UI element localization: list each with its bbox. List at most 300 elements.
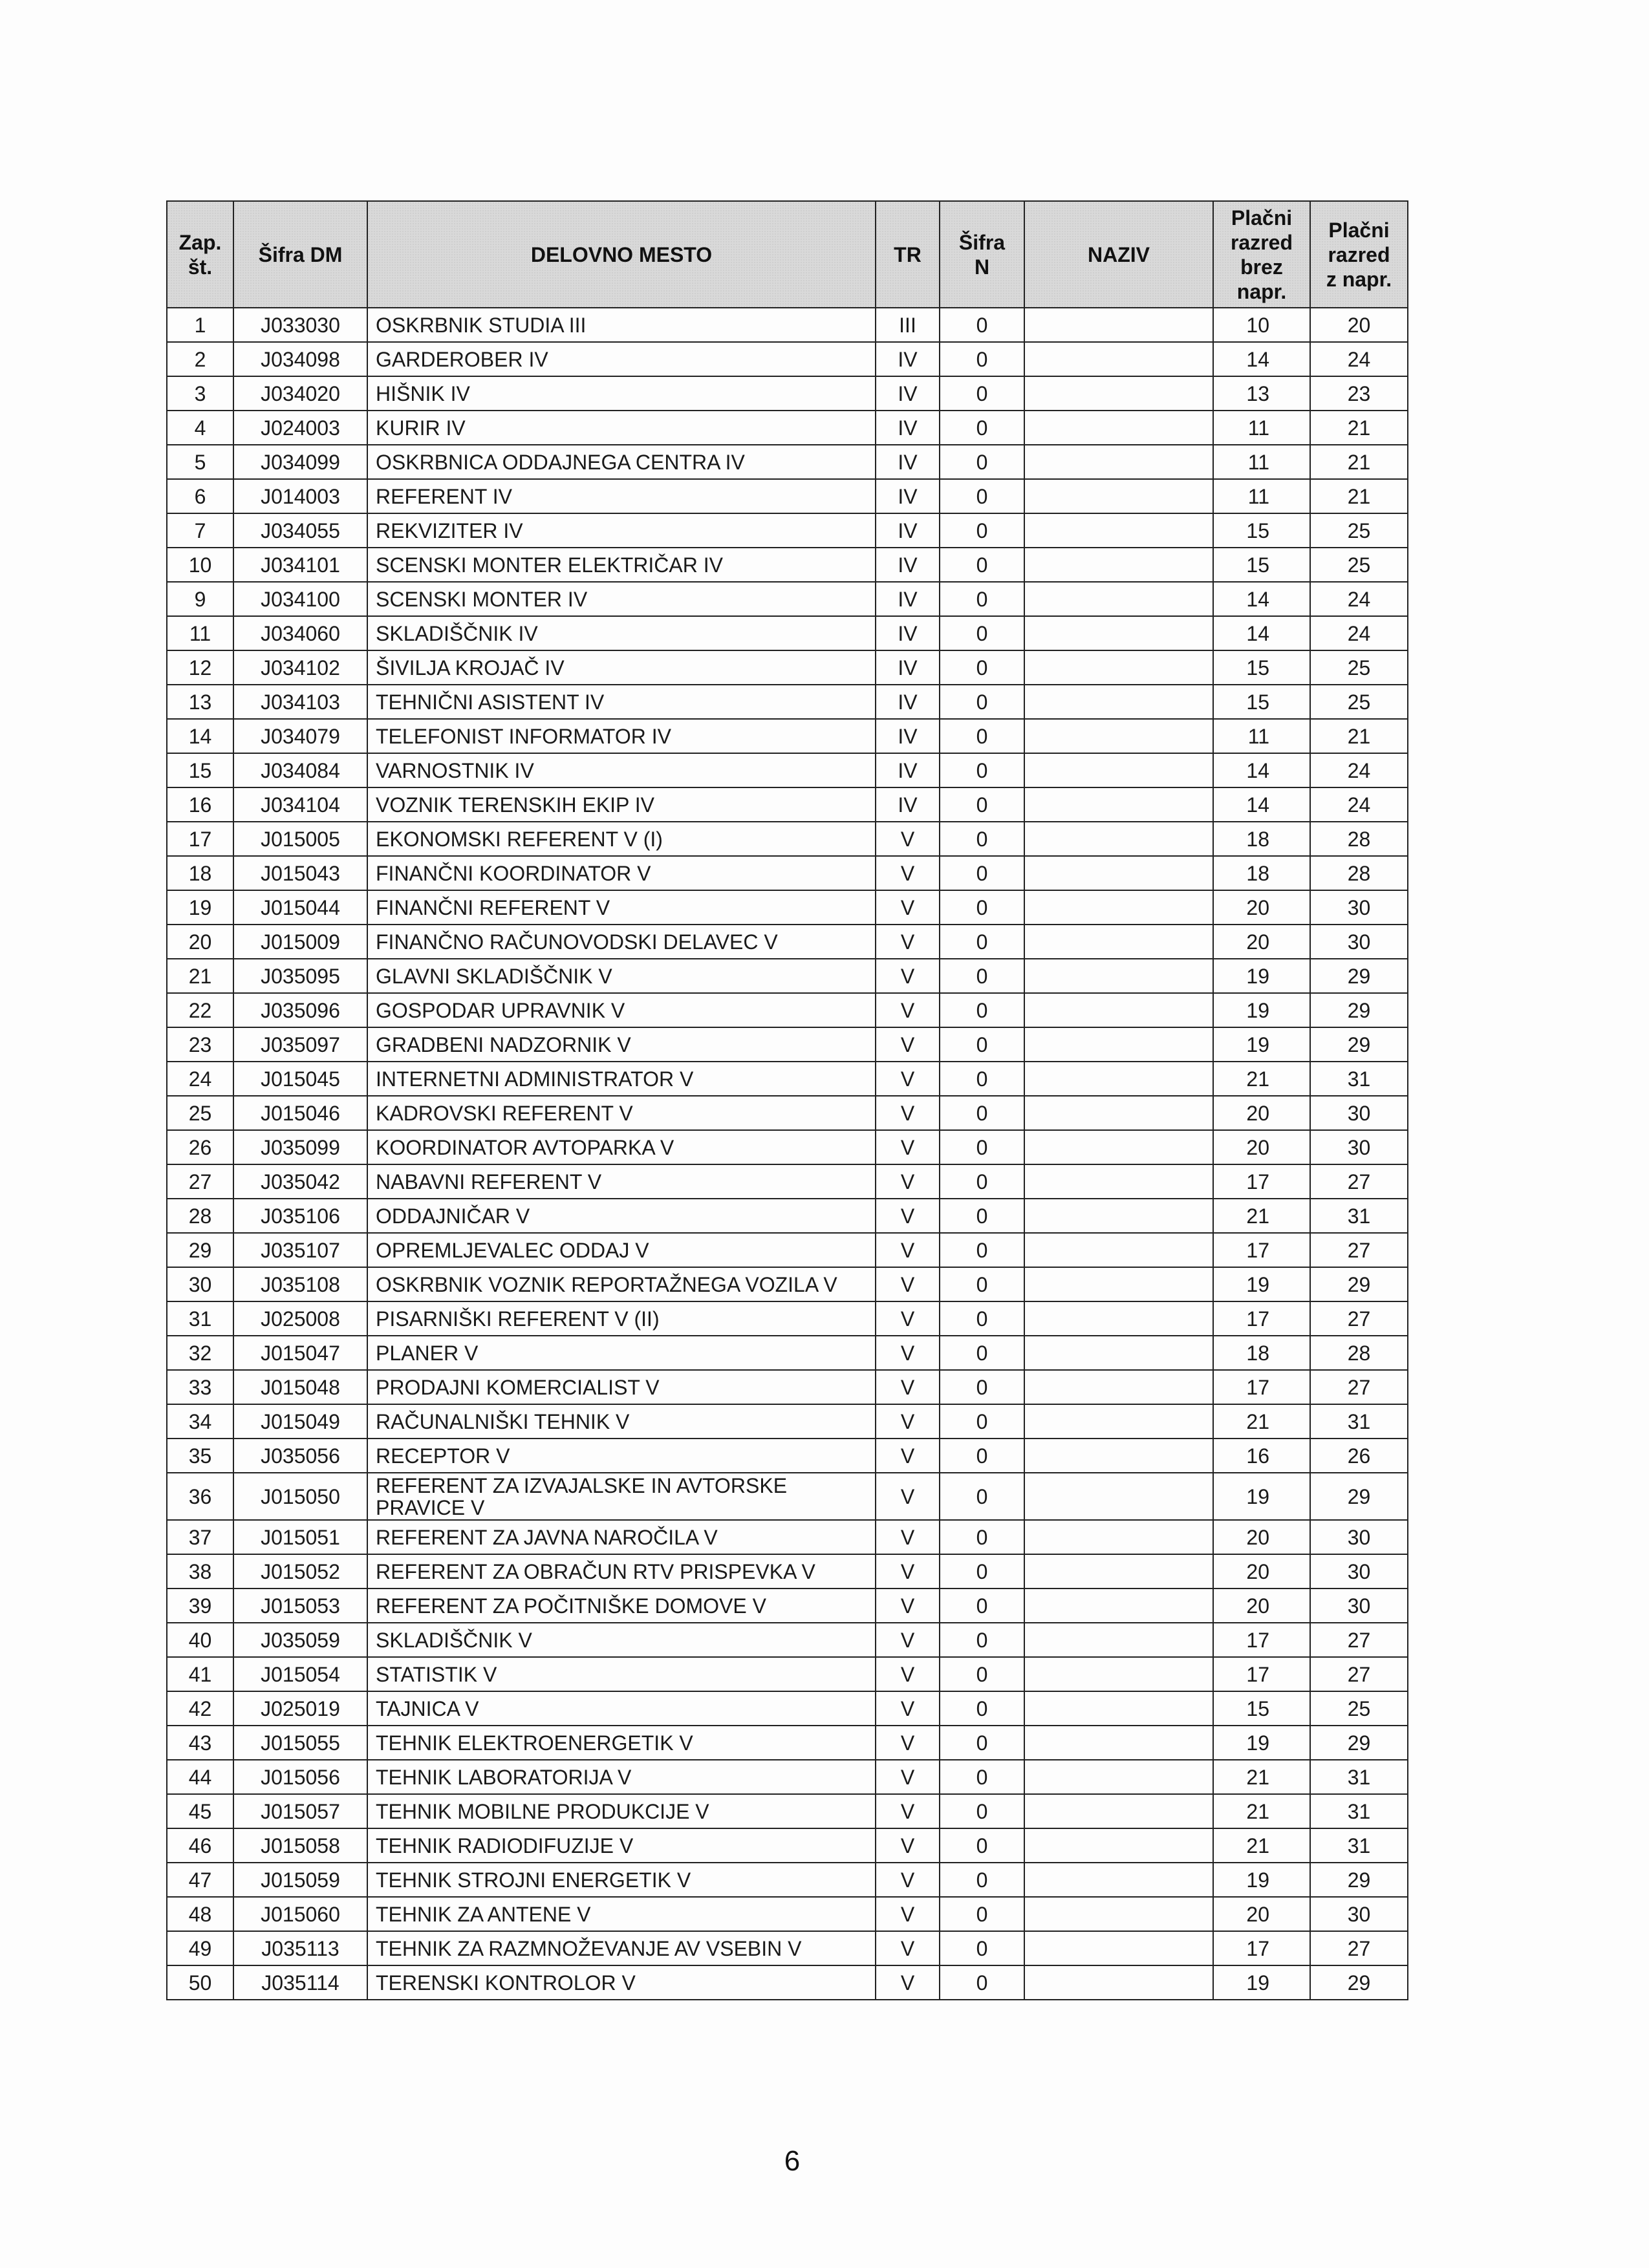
cell-tr: V [876,1623,940,1657]
table-row [167,1794,1408,1828]
cell-sifra-dm: J034079 [233,719,367,753]
cell-placni-razred-z: 30 [1310,1520,1408,1554]
cell-placni-razred-z: 29 [1310,1267,1408,1301]
cell-naziv [1024,1130,1213,1164]
cell-naziv [1024,1096,1213,1130]
cell-naziv [1024,1336,1213,1370]
cell-tr: V [876,1404,940,1439]
table-row [167,445,1408,479]
cell-naziv [1024,308,1213,342]
cell-zap: 42 [167,1691,233,1726]
cell-naziv [1024,548,1213,582]
table-row [167,993,1408,1027]
cell-sifra-dm: J035095 [233,959,367,993]
cell-zap: 4 [167,411,233,445]
cell-placni-razred-brez: 18 [1213,1336,1310,1370]
cell-zap: 31 [167,1301,233,1336]
cell-sifra-n: 0 [940,445,1024,479]
table-row [167,513,1408,548]
cell-naziv [1024,1473,1213,1520]
cell-delovno-mesto: GARDEROBER IV [367,342,876,376]
cell-tr: V [876,1657,940,1691]
cell-sifra-dm: J034103 [233,685,367,719]
cell-tr: V [876,1794,940,1828]
cell-zap: 1 [167,308,233,342]
cell-sifra-dm: J035114 [233,1965,367,2000]
cell-placni-razred-brez: 15 [1213,650,1310,685]
cell-placni-razred-brez: 19 [1213,1965,1310,2000]
cell-naziv [1024,342,1213,376]
cell-tr: IV [876,479,940,513]
cell-sifra-n: 0 [940,822,1024,856]
table-row [167,1897,1408,1931]
table-row [167,376,1408,411]
header-text: št. [188,255,213,279]
cell-zap: 14 [167,719,233,753]
cell-tr: IV [876,376,940,411]
cell-sifra-dm: J025008 [233,1301,367,1336]
cell-tr: V [876,1199,940,1233]
cell-sifra-n: 0 [940,787,1024,822]
cell-zap: 20 [167,925,233,959]
cell-naziv [1024,787,1213,822]
cell-placni-razred-brez: 20 [1213,1554,1310,1589]
cell-placni-razred-brez: 15 [1213,513,1310,548]
cell-naziv [1024,1691,1213,1726]
cell-zap: 29 [167,1233,233,1267]
header-text: napr. [1236,279,1287,303]
cell-tr: V [876,1130,940,1164]
table-row [167,1965,1408,2000]
cell-delovno-mesto: SKLADIŠČNIK IV [367,616,876,650]
cell-placni-razred-z: 31 [1310,1404,1408,1439]
cell-delovno-mesto: PISARNIŠKI REFERENT V (II) [367,1301,876,1336]
cell-tr: V [876,1336,940,1370]
cell-placni-razred-brez: 20 [1213,1096,1310,1130]
cell-placni-razred-brez: 21 [1213,1404,1310,1439]
cell-delovno-mesto: RECEPTOR V [367,1439,876,1473]
cell-sifra-dm: J015058 [233,1828,367,1863]
cell-placni-razred-z: 24 [1310,616,1408,650]
cell-naziv [1024,1897,1213,1931]
cell-tr: IV [876,513,940,548]
cell-placni-razred-z: 27 [1310,1301,1408,1336]
cell-sifra-dm: J015044 [233,890,367,925]
cell-sifra-n: 0 [940,1027,1024,1062]
cell-sifra-n: 0 [940,1473,1024,1520]
cell-tr: V [876,1027,940,1062]
cell-naziv [1024,1863,1213,1897]
cell-tr: V [876,1233,940,1267]
cell-sifra-n: 0 [940,411,1024,445]
cell-delovno-mesto: SCENSKI MONTER ELEKTRIČAR IV [367,548,876,582]
table-row [167,1691,1408,1726]
cell-delovno-mesto: TELEFONIST INFORMATOR IV [367,719,876,753]
cell-tr: V [876,1370,940,1404]
table-row [167,1130,1408,1164]
cell-placni-razred-z: 30 [1310,925,1408,959]
cell-naziv [1024,1199,1213,1233]
cell-sifra-n: 0 [940,1096,1024,1130]
cell-naziv [1024,1062,1213,1096]
cell-naziv [1024,1623,1213,1657]
cell-delovno-mesto: SCENSKI MONTER IV [367,582,876,616]
cell-sifra-dm: J035042 [233,1164,367,1199]
cell-placni-razred-z: 25 [1310,548,1408,582]
table-row [167,1062,1408,1096]
header-text: Zap. [178,230,222,254]
cell-delovno-mesto: REFERENT IV [367,479,876,513]
cell-sifra-dm: J034084 [233,753,367,787]
cell-naziv [1024,1267,1213,1301]
cell-placni-razred-z: 29 [1310,1726,1408,1760]
cell-naziv [1024,1520,1213,1554]
cell-sifra-dm: J034100 [233,582,367,616]
cell-placni-razred-brez: 15 [1213,1691,1310,1726]
cell-zap: 47 [167,1863,233,1897]
header-sifra-dm [233,201,367,308]
cell-sifra-dm: J015053 [233,1589,367,1623]
cell-naziv [1024,1164,1213,1199]
cell-tr: V [876,1589,940,1623]
cell-sifra-n: 0 [940,1657,1024,1691]
cell-sifra-dm: J015055 [233,1726,367,1760]
cell-placni-razred-brez: 20 [1213,890,1310,925]
cell-sifra-dm: J015005 [233,822,367,856]
cell-sifra-dm: J015046 [233,1096,367,1130]
cell-tr: V [876,1439,940,1473]
table-row [167,479,1408,513]
cell-naziv [1024,650,1213,685]
table-row [167,1439,1408,1473]
cell-delovno-mesto: FINANČNI KOORDINATOR V [367,856,876,890]
cell-delovno-mesto: OSKRBNICA ODDAJNEGA CENTRA IV [367,445,876,479]
cell-naziv [1024,445,1213,479]
cell-sifra-dm: J034060 [233,616,367,650]
cell-placni-razred-z: 25 [1310,513,1408,548]
cell-zap: 5 [167,445,233,479]
job-positions-table [166,200,1408,2000]
cell-tr: V [876,1828,940,1863]
cell-placni-razred-brez: 18 [1213,822,1310,856]
cell-sifra-dm: J035059 [233,1623,367,1657]
table-row [167,856,1408,890]
cell-zap: 38 [167,1554,233,1589]
cell-tr: V [876,822,940,856]
cell-placni-razred-z: 30 [1310,890,1408,925]
cell-zap: 43 [167,1726,233,1760]
table-row [167,890,1408,925]
table-row [167,1233,1408,1267]
cell-placni-razred-z: 27 [1310,1623,1408,1657]
cell-sifra-dm: J034055 [233,513,367,548]
cell-tr: V [876,1863,940,1897]
cell-naziv [1024,1726,1213,1760]
cell-zap: 17 [167,822,233,856]
cell-zap: 16 [167,787,233,822]
cell-delovno-mesto: FINANČNI REFERENT V [367,890,876,925]
cell-sifra-dm: J024003 [233,411,367,445]
cell-placni-razred-z: 28 [1310,856,1408,890]
cell-zap: 41 [167,1657,233,1691]
cell-delovno-mesto: REKVIZITER IV [367,513,876,548]
table-row [167,1301,1408,1336]
cell-tr: IV [876,411,940,445]
cell-delovno-mesto: RAČUNALNIŠKI TEHNIK V [367,1404,876,1439]
cell-placni-razred-brez: 17 [1213,1657,1310,1691]
cell-sifra-dm: J033030 [233,308,367,342]
cell-zap: 35 [167,1439,233,1473]
cell-placni-razred-z: 25 [1310,1691,1408,1726]
cell-placni-razred-brez: 21 [1213,1062,1310,1096]
cell-placni-razred-brez: 20 [1213,1897,1310,1931]
table-row [167,1370,1408,1404]
table-row [167,925,1408,959]
cell-placni-razred-z: 28 [1310,1336,1408,1370]
cell-placni-razred-brez: 14 [1213,582,1310,616]
cell-sifra-n: 0 [940,1760,1024,1794]
cell-naziv [1024,1439,1213,1473]
cell-zap: 36 [167,1473,233,1520]
cell-placni-razred-z: 31 [1310,1062,1408,1096]
cell-tr: V [876,856,940,890]
table-row [167,650,1408,685]
cell-tr: IV [876,753,940,787]
cell-sifra-n: 0 [940,856,1024,890]
cell-naziv [1024,1027,1213,1062]
cell-sifra-dm: J035108 [233,1267,367,1301]
cell-zap: 50 [167,1965,233,2000]
cell-placni-razred-z: 29 [1310,959,1408,993]
cell-placni-razred-brez: 21 [1213,1199,1310,1233]
cell-sifra-dm: J034102 [233,650,367,685]
cell-delovno-mesto: PLANER V [367,1336,876,1370]
cell-placni-razred-z: 21 [1310,719,1408,753]
cell-placni-razred-brez: 17 [1213,1370,1310,1404]
table-row [167,1726,1408,1760]
cell-placni-razred-z: 24 [1310,582,1408,616]
cell-zap: 40 [167,1623,233,1657]
cell-placni-razred-z: 25 [1310,685,1408,719]
cell-sifra-n: 0 [940,1164,1024,1199]
cell-sifra-n: 0 [940,890,1024,925]
cell-tr: V [876,1062,940,1096]
cell-sifra-dm: J015049 [233,1404,367,1439]
cell-sifra-dm: J035106 [233,1199,367,1233]
cell-placni-razred-z: 24 [1310,753,1408,787]
cell-delovno-mesto: KURIR IV [367,411,876,445]
cell-delovno-mesto: TEHNIK ZA RAZMNOŽEVANJE AV VSEBIN V [367,1931,876,1965]
cell-sifra-dm: J035099 [233,1130,367,1164]
header-sifra-n [940,201,1024,308]
cell-sifra-n: 0 [940,548,1024,582]
cell-sifra-n: 0 [940,342,1024,376]
table-row [167,1473,1408,1520]
cell-zap: 21 [167,959,233,993]
cell-sifra-n: 0 [940,925,1024,959]
header-text: Šifra [958,230,1006,254]
cell-placni-razred-brez: 20 [1213,1130,1310,1164]
cell-sifra-n: 0 [940,1897,1024,1931]
cell-placni-razred-z: 30 [1310,1897,1408,1931]
cell-sifra-n: 0 [940,1828,1024,1863]
cell-zap: 18 [167,856,233,890]
cell-tr: V [876,1520,940,1554]
cell-placni-razred-brez: 18 [1213,856,1310,890]
cell-sifra-n: 0 [940,1336,1024,1370]
cell-tr: V [876,1164,940,1199]
cell-naziv [1024,1370,1213,1404]
cell-placni-razred-brez: 19 [1213,993,1310,1027]
cell-zap: 13 [167,685,233,719]
cell-naziv [1024,685,1213,719]
table-header-row [167,201,1408,308]
cell-zap: 15 [167,753,233,787]
cell-sifra-dm: J034099 [233,445,367,479]
table-row [167,1760,1408,1794]
cell-sifra-dm: J035107 [233,1233,367,1267]
cell-placni-razred-brez: 17 [1213,1301,1310,1336]
cell-zap: 48 [167,1897,233,1931]
table-row [167,1336,1408,1370]
cell-delovno-mesto: REFERENT ZA POČITNIŠKE DOMOVE V [367,1589,876,1623]
cell-zap: 7 [167,513,233,548]
cell-sifra-dm: J014003 [233,479,367,513]
cell-placni-razred-brez: 21 [1213,1760,1310,1794]
cell-sifra-n: 0 [940,753,1024,787]
cell-placni-razred-z: 25 [1310,650,1408,685]
table-row [167,787,1408,822]
cell-sifra-dm: J035056 [233,1439,367,1473]
cell-naziv [1024,1301,1213,1336]
cell-tr: IV [876,342,940,376]
cell-zap: 23 [167,1027,233,1062]
cell-sifra-n: 0 [940,1965,1024,2000]
table-row [167,1863,1408,1897]
cell-placni-razred-brez: 14 [1213,787,1310,822]
table-row [167,1199,1408,1233]
cell-delovno-mesto: VARNOSTNIK IV [367,753,876,787]
cell-zap: 39 [167,1589,233,1623]
cell-placni-razred-z: 30 [1310,1589,1408,1623]
cell-naziv [1024,411,1213,445]
cell-placni-razred-brez: 15 [1213,548,1310,582]
cell-zap: 22 [167,993,233,1027]
header-naziv [1024,201,1213,308]
cell-zap: 46 [167,1828,233,1863]
cell-sifra-n: 0 [940,1623,1024,1657]
cell-tr: IV [876,650,940,685]
cell-placni-razred-z: 24 [1310,787,1408,822]
cell-placni-razred-z: 20 [1310,308,1408,342]
cell-delovno-mesto: GLAVNI SKLADIŠČNIK V [367,959,876,993]
cell-sifra-n: 0 [940,1726,1024,1760]
cell-delovno-mesto: FINANČNO RAČUNOVODSKI DELAVEC V [367,925,876,959]
cell-zap: 32 [167,1336,233,1370]
cell-placni-razred-brez: 13 [1213,376,1310,411]
cell-placni-razred-brez: 19 [1213,1267,1310,1301]
cell-delovno-mesto: TEHNIK LABORATORIJA V [367,1760,876,1794]
cell-placni-razred-brez: 11 [1213,719,1310,753]
header-text: N [974,255,990,279]
cell-placni-razred-z: 28 [1310,822,1408,856]
cell-sifra-dm: J015056 [233,1760,367,1794]
cell-delovno-mesto: GRADBENI NADZORNIK V [367,1027,876,1062]
cell-sifra-n: 0 [940,308,1024,342]
table-row [167,822,1408,856]
cell-placni-razred-z: 31 [1310,1828,1408,1863]
cell-sifra-dm: J034104 [233,787,367,822]
cell-tr: IV [876,616,940,650]
cell-sifra-n: 0 [940,479,1024,513]
cell-sifra-n: 0 [940,1589,1024,1623]
cell-placni-razred-brez: 11 [1213,445,1310,479]
cell-sifra-n: 0 [940,1794,1024,1828]
cell-tr: V [876,1931,940,1965]
cell-placni-razred-brez: 21 [1213,1794,1310,1828]
cell-delovno-mesto: TEHNIČNI ASISTENT IV [367,685,876,719]
cell-zap: 37 [167,1520,233,1554]
cell-tr: IV [876,787,940,822]
cell-tr: V [876,1554,940,1589]
cell-sifra-dm: J015051 [233,1520,367,1554]
cell-placni-razred-brez: 19 [1213,1726,1310,1760]
table-row [167,1657,1408,1691]
cell-delovno-mesto: TAJNICA V [367,1691,876,1726]
cell-sifra-dm: J015059 [233,1863,367,1897]
cell-tr: IV [876,548,940,582]
cell-placni-razred-z: 27 [1310,1233,1408,1267]
cell-delovno-mesto: GOSPODAR UPRAVNIK V [367,993,876,1027]
cell-placni-razred-brez: 17 [1213,1931,1310,1965]
cell-placni-razred-z: 24 [1310,342,1408,376]
cell-naziv [1024,925,1213,959]
cell-tr: V [876,1096,940,1130]
cell-placni-razred-z: 21 [1310,479,1408,513]
header-placni-razred-z [1310,201,1408,308]
table-row [167,1027,1408,1062]
cell-placni-razred-z: 30 [1310,1096,1408,1130]
header-text: razred [1328,242,1390,266]
cell-placni-razred-brez: 14 [1213,342,1310,376]
cell-sifra-dm: J015047 [233,1336,367,1370]
cell-delovno-mesto: ODDAJNIČAR V [367,1199,876,1233]
cell-tr: IV [876,582,940,616]
cell-zap: 44 [167,1760,233,1794]
cell-tr: V [876,925,940,959]
header-tr [876,201,940,308]
header-delovno-mesto [367,201,876,308]
cell-delovno-mesto: ŠIVILJA KROJAČ IV [367,650,876,685]
table-row [167,548,1408,582]
cell-delovno-mesto: STATISTIK V [367,1657,876,1691]
cell-naziv [1024,1760,1213,1794]
cell-sifra-dm: J015052 [233,1554,367,1589]
cell-sifra-n: 0 [940,1267,1024,1301]
cell-placni-razred-brez: 21 [1213,1828,1310,1863]
cell-placni-razred-z: 29 [1310,1473,1408,1520]
cell-sifra-dm: J015048 [233,1370,367,1404]
cell-delovno-mesto: VOZNIK TERENSKIH EKIP IV [367,787,876,822]
header-text: razred [1230,230,1293,254]
cell-naziv [1024,582,1213,616]
cell-sifra-dm: J035097 [233,1027,367,1062]
cell-placni-razred-z: 26 [1310,1439,1408,1473]
table-row [167,1828,1408,1863]
header-text: TR [894,242,921,266]
cell-tr: IV [876,445,940,479]
cell-naziv [1024,1965,1213,2000]
